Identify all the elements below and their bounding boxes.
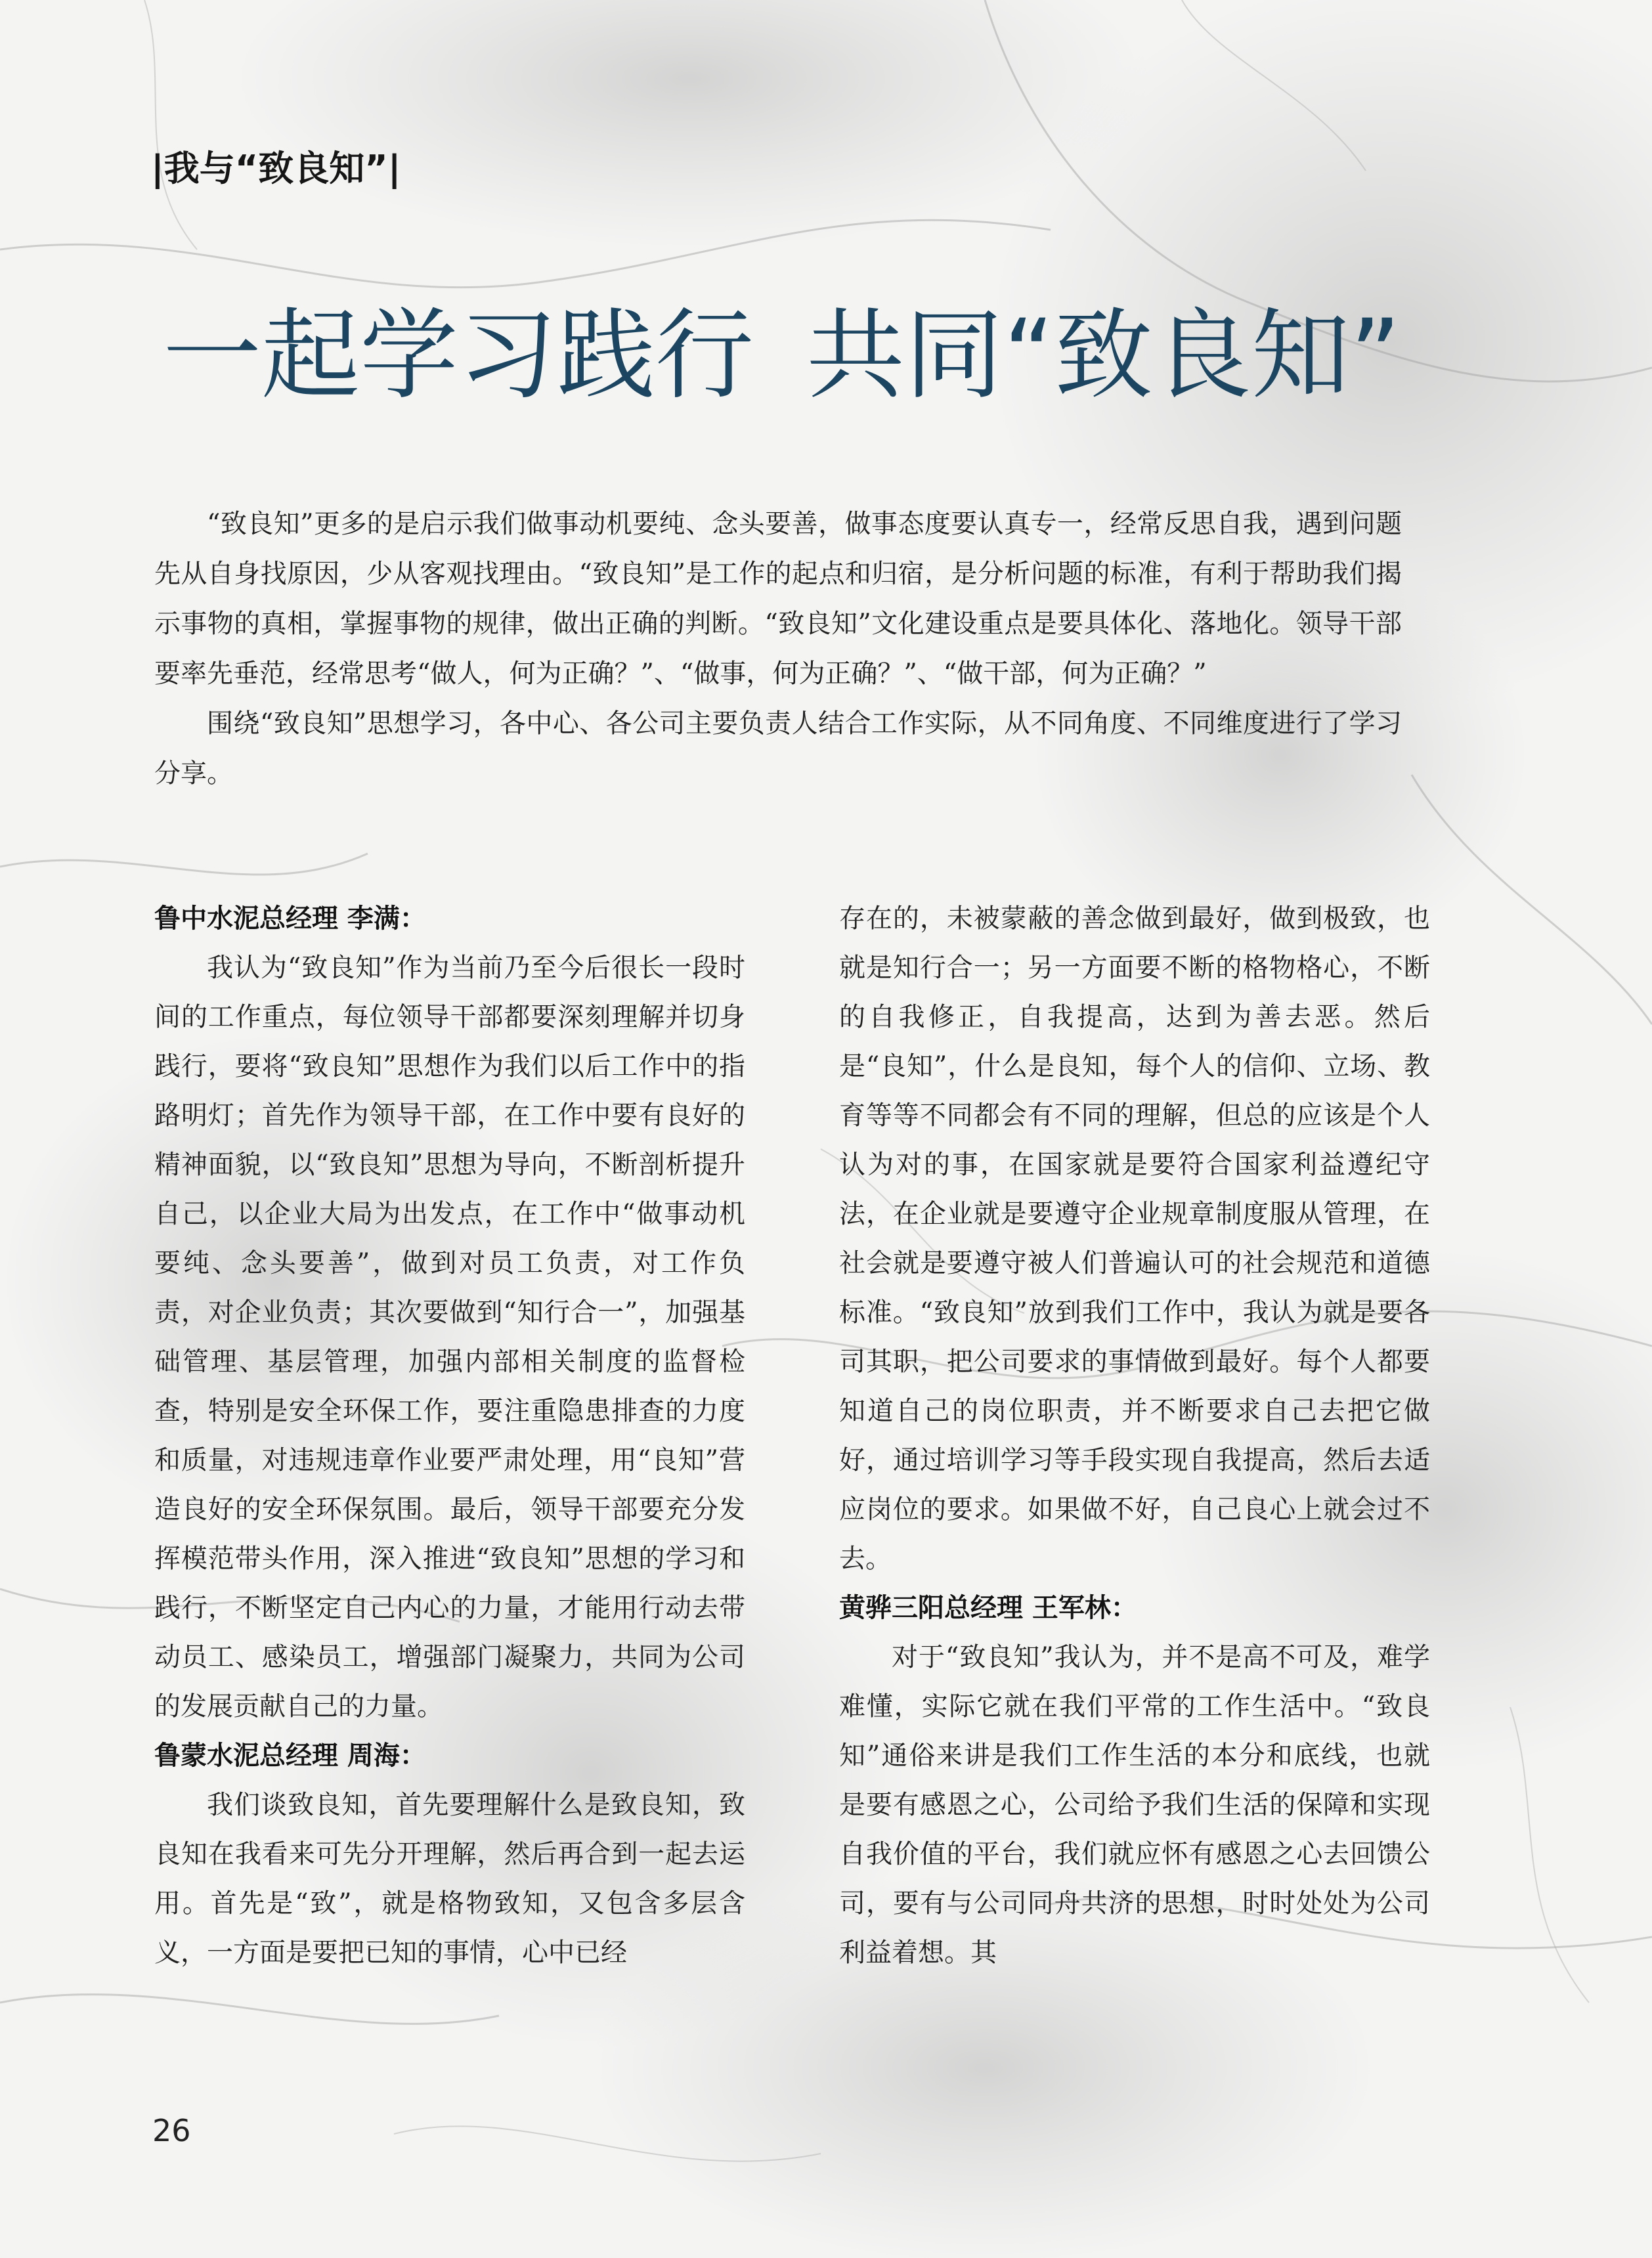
speaker-heading-wang-junlin: 黄骅三阳总经理 王军林：	[839, 1593, 1137, 1623]
article-title-part1: 一起学习践行	[163, 299, 754, 413]
speaker-heading-zhou-hai: 鲁蒙水泥总经理 周海：	[154, 1741, 426, 1771]
left-column	[154, 894, 745, 1978]
article-title-part2: 共同“致良知”	[806, 299, 1401, 413]
body-paragraph-continued: 存在的，未被蒙蔽的善念做到最好，做到极致，也就是知行合一；另一方面要不断的格物格心，不断的自我修正，自我提高，达到为善去恶。然后是“良知”，什么是良知，每个人的信仰、立场、教育等等不同都会有不同的理解，但总的应该是个人认为对的事，在国家就是要符合国家利益遵纪守法，在企业就是要遵守企业规章制度服从管理，在社会就是要遵守被人们普遍认可的社会规范和道德标准。“致良知”放到我们工作中，我认为就是要各司其职，把公司要求的事情做到最好。每个人都要知道自己的岗位职责，并不断要求自己去把它做好，通过培训学习等手段实现自我提高，然后去适应岗位的要求。如果做不好，自己良心上就会过不去。	[839, 903, 1430, 1574]
intro-paragraph: 围绕“致良知”思想学习，各中心、各公司主要负责人结合工作实际，从不同角度、不同维度进行了学习分享。	[154, 708, 1402, 789]
body-paragraph: 对于“致良知”我认为，并不是高不可及，难学难懂，实际它就在我们平常的工作生活中。“致良知”通俗来讲是我们工作生活的本分和底线，也就是要有感恩之心，公司给予我们生活的保障和实现自我价值的平台，我们就应怀有感恩之心去回馈公司，要有与公司同舟共济的思想，时时处处为公司利益着想。其	[839, 1642, 1430, 1968]
article-title	[163, 299, 1542, 413]
intro-paragraph: “致良知”更多的是启示我们做事动机要纯、念头要善，做事态度要认真专一，经常反思自我，遇到问题先从自身找原因，少从客观找理由。“致良知”是工作的起点和归宿，是分析问题的标准，有利于帮助我们揭示事物的真相，掌握事物的规律，做出正确的判断。“致良知”文化建设重点是要具体化、落地化。领导干部要率先垂范，经常思考“做人，何为正确？”、“做事，何为正确？”、“做干部，何为正确？”	[154, 509, 1402, 689]
speaker-heading-li-man: 鲁中水泥总经理 李满：	[154, 903, 426, 934]
intro-section	[154, 499, 1402, 798]
body-paragraph: 我认为“致良知”作为当前乃至今后很长一段时间的工作重点，每位领导干部都要深刻理解并切身践行，要将“致良知”思想作为我们以后工作中的指路明灯；首先作为领导干部，在工作中要有良好的精神面貌，以“致良知”思想为导向，不断剖析提升自己，以企业大局为出发点，在工作中“做事动机要纯、念头要善”，做到对员工负责，对工作负责，对企业负责；其次要做到“知行合一”，加强基础管理、基层管理，加强内部相关制度的监督检查，特别是安全环保工作，要注重隐患排查的力度和质量，对违规违章作业要严肃处理，用“良知”营造良好的安全环保氛围。最后，领导干部要充分发挥模范带头作用，深入推进“致良知”思想的学习和践行，不断坚定自己内心的力量，才能用行动去带动员工、感染员工，增强部门凝聚力，共同为公司的发展贡献自己的力量。	[154, 953, 745, 1722]
page-number: 26	[152, 2113, 191, 2148]
section-tag: |我与“致良知”|	[151, 148, 401, 189]
body-paragraph: 我们谈致良知，首先要理解什么是致良知，致良知在我看来可先分开理解，然后再合到一起去运用。首先是“致”，就是格物致知，又包含多层含义，一方面是要把已知的事情，心中已经	[154, 1790, 745, 1968]
right-column	[839, 894, 1430, 1978]
